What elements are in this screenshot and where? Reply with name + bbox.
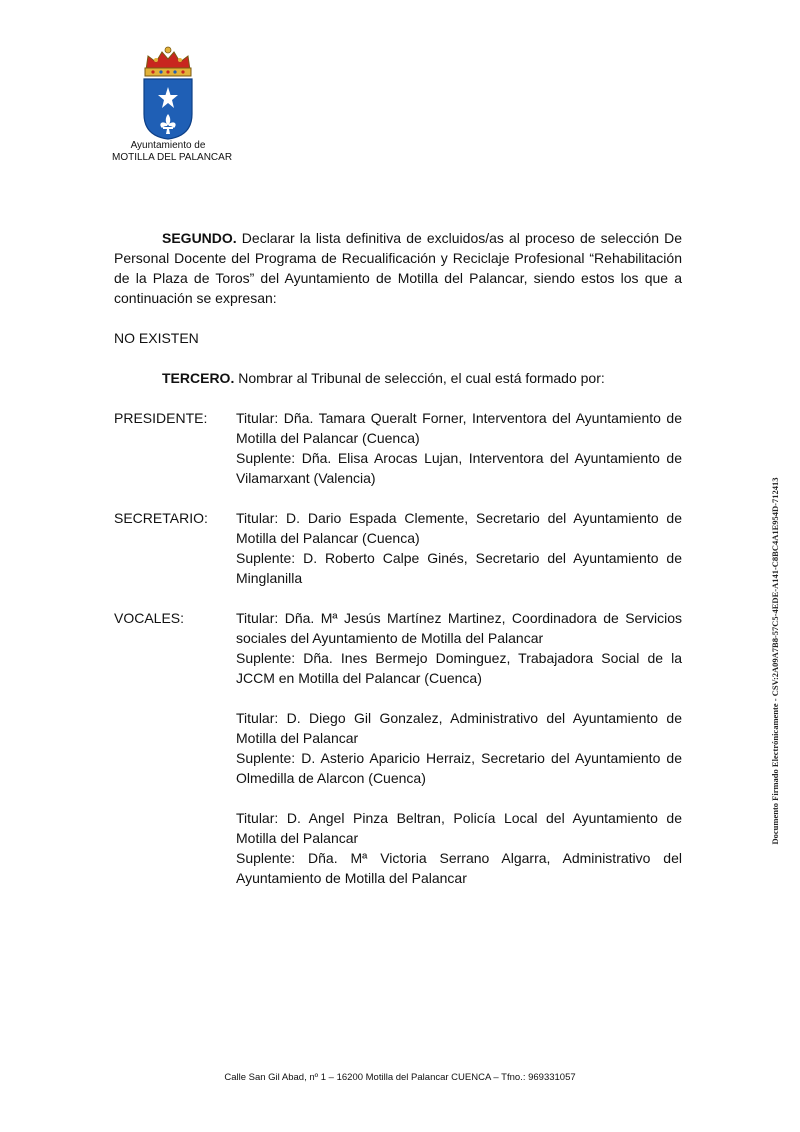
footer-address: Calle San Gil Abad, nº 1 – 16200 Motilla del Palancar CUENCA – Tfno.: 969331057	[224, 1072, 576, 1083]
tribunal-vocales	[114, 608, 682, 888]
titular-text: Titular: D. Diego Gil Gonzalez, Administrativo del Ayuntamiento de Motilla del Palancar	[236, 710, 682, 746]
suplente-text: Suplente: Dña. Elisa Arocas Lujan, Interventora del Ayuntamiento de Vilamarxant (Valencia)	[236, 450, 682, 486]
segundo-lead: SEGUNDO.	[162, 230, 237, 246]
role-members	[236, 508, 682, 588]
no-existen-text: NO EXISTEN	[114, 330, 199, 346]
member-entry	[236, 508, 682, 588]
suplente-text: Suplente: D. Asterio Aparicio Herraiz, Secretario del Ayuntamiento de Olmedilla de Alarcon (Cuenca)	[236, 750, 682, 786]
electronic-signature-stamp	[770, 458, 780, 863]
suplente-text: Suplente: Dña. Ines Bermejo Dominguez, Trabajadora Social de la JCCM en Motilla del Palancar (Cuenca)	[236, 650, 682, 686]
suplente-text: Suplente: D. Roberto Calpe Ginés, Secretario del Ayuntamiento de Minglanilla	[236, 550, 682, 586]
member-entry	[236, 408, 682, 488]
signature-stamp-text: Documento Firmado Electrónicamente - CSV:2A09A7B8-57C5-4EDE-A141-C8BC4A1E954D-712413	[770, 476, 780, 845]
org-name-line1: Ayuntamiento de	[130, 140, 206, 151]
titular-text: Titular: Dña. Tamara Queralt Forner, Interventora del Ayuntamiento de Motilla del Palancar (Cuenca)	[236, 410, 682, 446]
suplente-text: Suplente: Dña. Mª Victoria Serrano Algarra, Administrativo del Ayuntamiento de Motilla del Palancar	[236, 850, 682, 886]
document-body	[114, 228, 682, 908]
segundo-paragraph	[114, 228, 682, 308]
member-entry	[236, 808, 682, 888]
role-label: SECRETARIO:	[114, 510, 208, 526]
header-logo	[112, 44, 233, 164]
role-label: VOCALES:	[114, 610, 185, 626]
role-members	[236, 608, 682, 888]
segundo-text: Declarar la lista definitiva de excluidos/as al proceso de selección De Personal Docente del Programa de Recualificación y Reciclaje Profesional “Rehabilitación de la Plaza de Toros” del Ayuntamiento de Motilla del Palancar, siendo estos los que a continuación se expresan:	[114, 230, 682, 306]
role-members	[236, 408, 682, 488]
tribunal-presidente	[114, 408, 682, 488]
role-label: PRESIDENTE:	[114, 410, 208, 426]
tribunal-secretario	[114, 508, 682, 588]
tercero-lead: TERCERO.	[162, 370, 235, 386]
member-entry	[236, 608, 682, 688]
titular-text: Titular: D. Dario Espada Clemente, Secretario del Ayuntamiento de Motilla del Palancar (Cuenca)	[236, 510, 682, 546]
tercero-text: Nombrar al Tribunal de selección, el cual está formado por:	[234, 370, 605, 386]
org-name-line2: MOTILLA DEL PALANCAR	[112, 152, 233, 163]
coat-of-arms-icon	[138, 44, 198, 140]
titular-text: Titular: D. Angel Pinza Beltran, Policía Local del Ayuntamiento de Motilla del Palancar	[236, 810, 682, 846]
titular-text: Titular: Dña. Mª Jesús Martínez Martinez, Coordinadora de Servicios sociales del Ayuntamiento de Motilla del Palancar	[236, 610, 682, 646]
member-entry	[236, 708, 682, 788]
tercero-paragraph	[114, 368, 682, 388]
